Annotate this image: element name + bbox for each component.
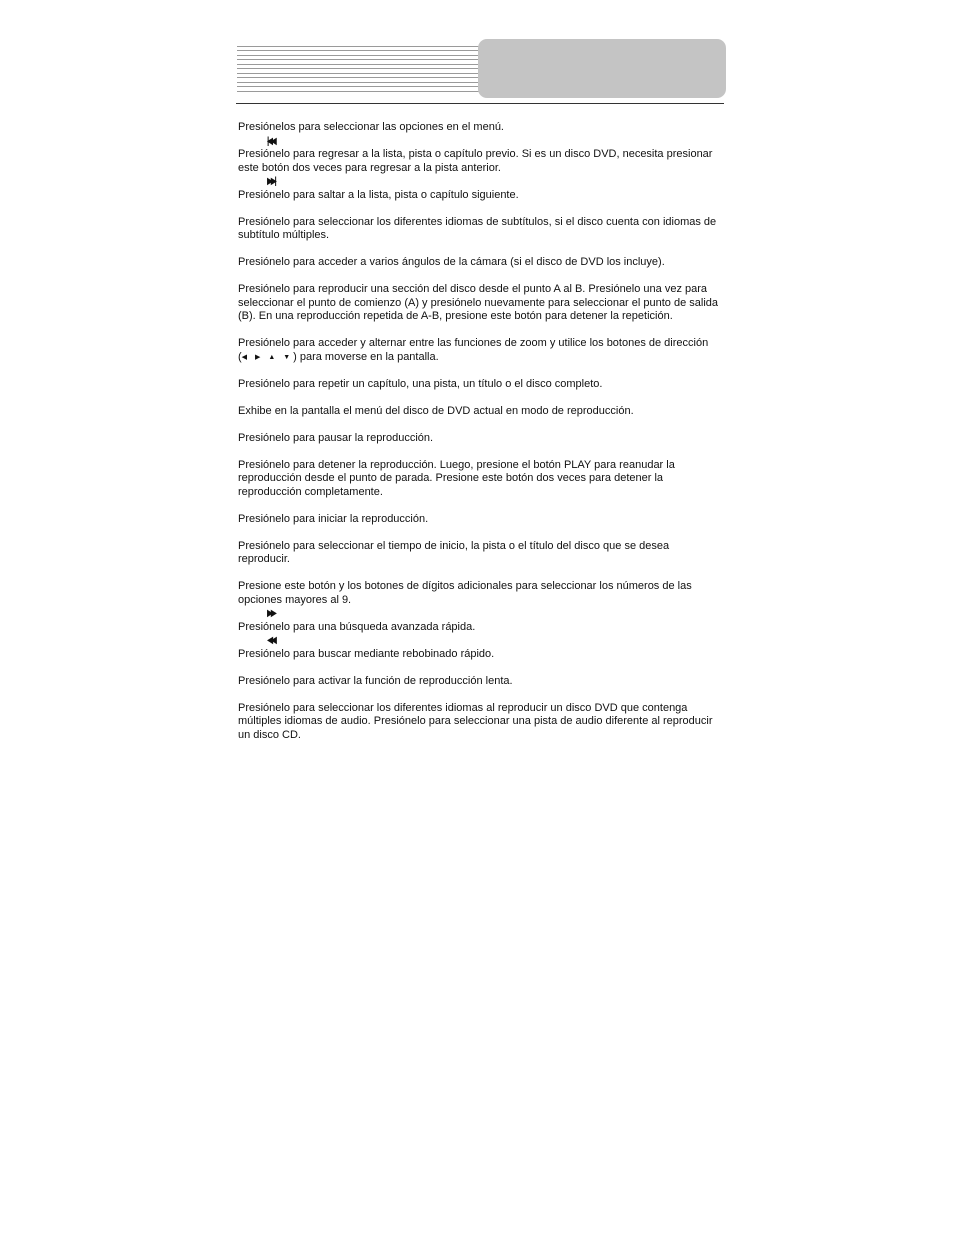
zoom-text-before: Presiónelo para acceder y alternar entre las funciones de zoom y utilice los botones de dirección (	[238, 337, 709, 363]
paragraph-slow: Presiónelo para activar la función de reproducción lenta.	[238, 674, 513, 687]
paragraph-audio: Presiónelo para seleccionar los diferentes idiomas al reproducir un disco DVD que contenga múltiples idiomas de audio. Presiónelo para seleccionar una pista de audio diferente al reproducir un disco CD.	[238, 701, 713, 741]
page-content	[238, 121, 722, 756]
paragraph-menu-select: Presiónelos para seleccionar las opciones en el menú.	[238, 121, 504, 133]
fast-forward-icon: ▶▶	[267, 608, 275, 619]
paragraph-stop: Presiónelo para detener la reproducción. Luego, presione el botón PLAY para reanudar la reproducción desde el punto de parada. Presione este botón dos veces para detener la reproducción completamente.	[238, 458, 675, 498]
paragraph-subtitle: Presiónelo para seleccionar los diferentes idiomas de subtítulos, si el disco cuenta con idiomas de subtítulo múltiples.	[238, 215, 717, 241]
paragraph-repeat: Presiónelo para repetir un capítulo, una pista, un título o el disco completo.	[238, 377, 603, 390]
zoom-text-after: ) para moverse en la pantalla.	[293, 350, 439, 363]
rewind-icon: ◀◀	[267, 635, 275, 646]
header-divider	[236, 103, 724, 104]
header-decorative-lines	[237, 46, 479, 92]
paragraph-digits: Presione este botón y los botones de dígitos adicionales para seleccionar los números de las opciones mayores al 9.	[238, 580, 692, 606]
paragraph-previous: Presiónelo para regresar a la lista, pista o capítulo previo. Si es un disco DVD, necesita presionar este botón dos veces para regresar a la pista anterior.	[238, 148, 713, 174]
paragraph-pause: Presiónelo para pausar la reproducción.	[238, 431, 434, 444]
paragraph-next: Presiónelo para saltar a la lista, pista o capítulo siguiente.	[238, 188, 519, 201]
paragraph-search-time: Presiónelo para seleccionar el tiempo de inicio, la pista o el título del disco que se desea reproducir.	[238, 539, 670, 565]
paragraph-play: Presiónelo para iniciar la reproducción.	[238, 512, 429, 525]
paragraph-fast-forward: Presiónelo para una búsqueda avanzada rápida.	[238, 620, 476, 633]
paragraph-zoom	[238, 337, 722, 364]
skip-previous-icon: |◀◀	[267, 135, 275, 147]
paragraph-repeat-ab: Presiónelo para reproducir una sección del disco desde el punto A al B. Presiónelo una vez para seleccionar el punto de comienzo (A) y presiónelo nuevamente para seleccionar el punto de salida (B). En una reproducción repetida de A-B, presione este botón para detener la repetición.	[238, 283, 719, 322]
header-title-box	[478, 39, 726, 98]
paragraph-rewind: Presiónelo para buscar mediante rebobinado rápido.	[238, 647, 495, 660]
paragraph-menu: Exhibe en la pantalla el menú del disco de DVD actual en modo de reproducción.	[238, 404, 634, 417]
paragraph-angle: Presiónelo para acceder a varios ángulos de la cámara (si el disco de DVD los incluye).	[238, 256, 665, 268]
skip-next-icon: ▶▶|	[267, 176, 275, 187]
direction-arrows-icon: ◀ ▶ ▲ ▼	[241, 353, 294, 361]
